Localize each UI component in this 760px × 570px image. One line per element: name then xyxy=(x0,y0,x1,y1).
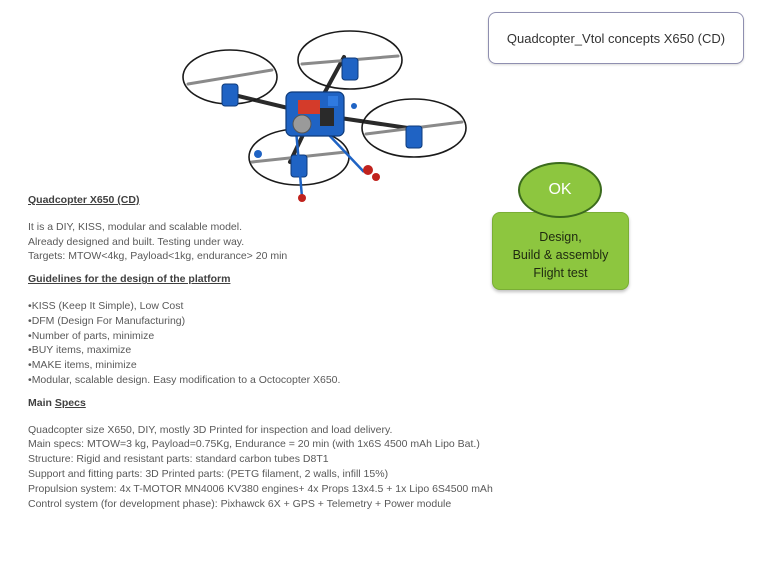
slide-title-box xyxy=(488,12,744,64)
spec-line: Support and fitting parts: 3D Printed parts: (PETG filament, 2 walls, infill 15%) xyxy=(28,467,389,480)
ok-label: OK xyxy=(548,181,572,198)
guideline-item: • Number of parts, minimize xyxy=(28,329,478,344)
quadcopter-illustration xyxy=(178,22,478,207)
specs-heading-specs: Specs xyxy=(54,396,86,409)
ok-status-oval xyxy=(518,162,602,218)
intro-line: Already designed and built. Testing under way. xyxy=(28,235,245,248)
status-box xyxy=(492,212,629,290)
main-text xyxy=(28,193,493,511)
intro-line: It is a DIY, KISS, modular and scalable model. xyxy=(28,220,242,233)
guideline-item: • KISS (Keep It Simple), Low Cost xyxy=(28,299,478,314)
status-line-build: Build & assembly xyxy=(512,248,609,262)
guideline-item: • DFM (Design For Manufacturing) xyxy=(28,314,478,329)
slide-title: Quadcopter_Vtol concepts X650 (CD) xyxy=(506,30,726,46)
status-line-flight: Flight test xyxy=(533,266,588,280)
guideline-item: • MAKE items, minimize xyxy=(28,358,478,373)
spec-line: Quadcopter size X650, DIY, mostly 3D Printed for inspection and load delivery. xyxy=(28,423,393,436)
spec-line: Control system (for development phase): Pixhawck 6X + GPS + Telemetry + Power module xyxy=(28,497,452,510)
intro-line: Targets: MTOW<4kg, Payload<1kg, endurance> 20 min xyxy=(28,250,288,263)
spec-line: Propulsion system: 4x T-MOTOR MN4006 KV380 engines+ 4x Props 13x4.5 + 1x Lipo 6S4500 mAh xyxy=(28,482,493,495)
spec-line: Main specs: MTOW=3 kg, Payload=0.75Kg, Endurance = 20 min (with 1x6S 4500 mAh Lipo Bat.) xyxy=(28,438,480,451)
specs-heading xyxy=(28,396,478,411)
guidelines-heading: Guidelines for the design of the platform xyxy=(28,273,231,286)
status-line-design: Design, xyxy=(539,230,582,244)
intro-heading: Quadcopter X650 (CD) xyxy=(28,194,140,206)
guideline-item: • BUY items, maximize xyxy=(28,343,478,358)
specs-heading-main: Main xyxy=(28,396,52,409)
spec-line: Structure: Rigid and resistant parts: standard carbon tubes D8T1 xyxy=(28,453,329,466)
guideline-item: • Modular, scalable design. Easy modification to a Octocopter X650. xyxy=(28,373,478,388)
